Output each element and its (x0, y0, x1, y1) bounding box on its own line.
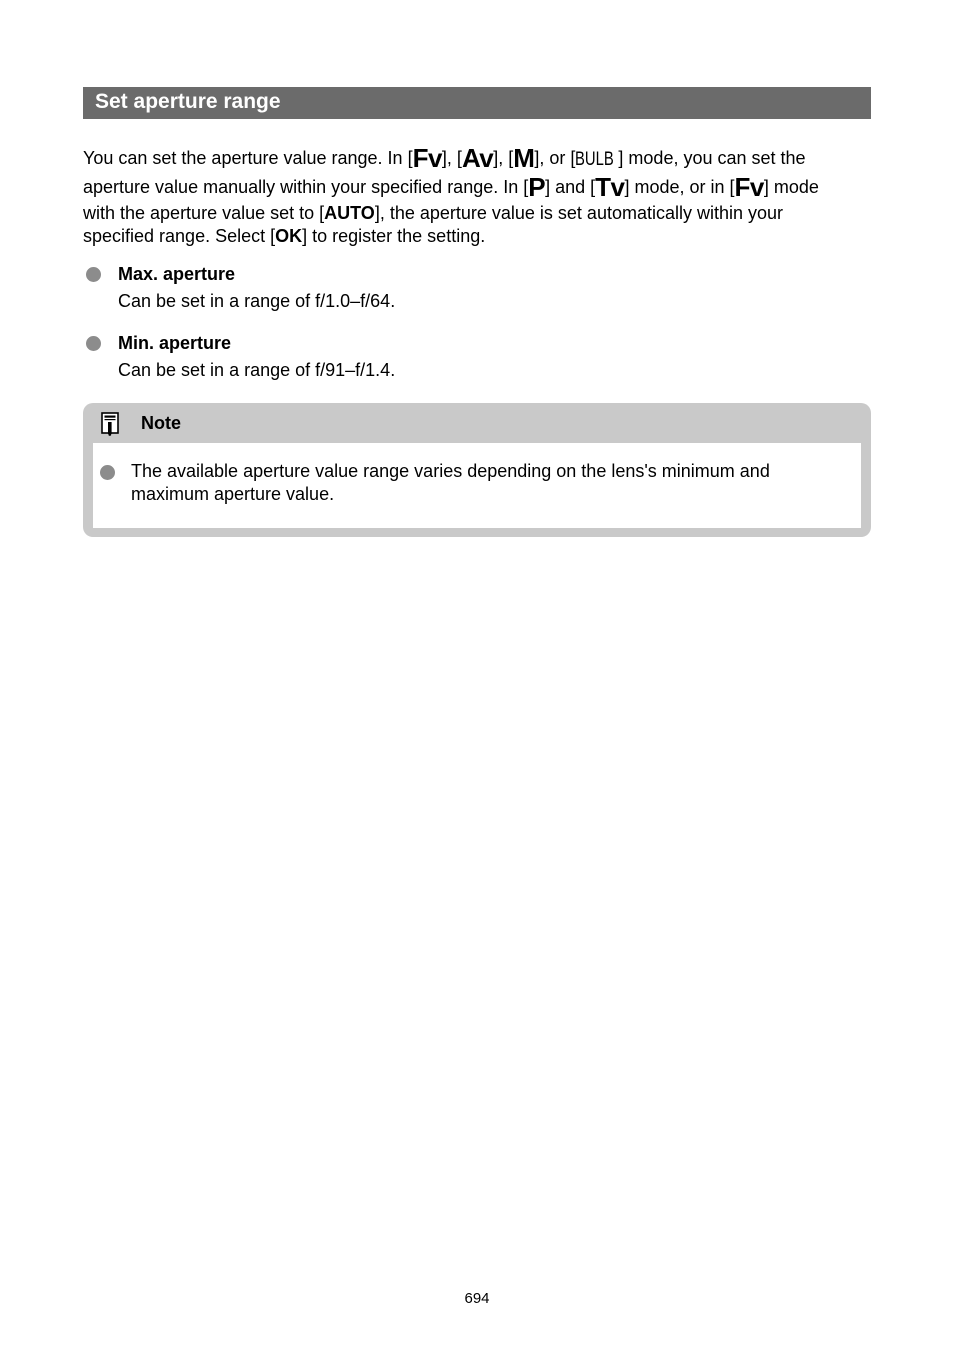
bullet-dot-icon (86, 336, 101, 351)
ok-button-label: OK (275, 226, 303, 246)
bullet-dot-icon (86, 267, 101, 282)
mode-p-icon: P (528, 172, 546, 202)
note-text: The available aperture value range varies depending on the lens's minimum and maximum aperture value. (131, 461, 770, 504)
item-description: Can be set in a range of f/1.0–f/64. (118, 291, 396, 311)
note-title: Note (141, 413, 181, 433)
mode-tv-icon: Tv (595, 172, 625, 202)
mode-bulb-icon: BULB (575, 149, 615, 170)
intro-line-3: with the aperture value set to [AUTO], the aperture value is set automatically within your (83, 203, 784, 223)
intro-line-2: aperture value manually within your specified range. In [P] and [Tv] mode, or in [Fv] mode (83, 172, 819, 202)
intro-line-4: specified range. Select [OK] to register the setting. (83, 226, 486, 246)
mode-av-icon: Av (461, 143, 494, 173)
note-content (93, 443, 861, 528)
item-description: Can be set in a range of f/91–f/1.4. (118, 360, 396, 380)
mode-m-icon: M (513, 143, 535, 173)
bullet-dot-icon (100, 465, 115, 480)
item-title: Max. aperture (118, 264, 236, 284)
auto-setting: AUTO (324, 203, 375, 223)
section-title: Set aperture range (83, 87, 871, 119)
note-box (83, 403, 871, 537)
intro-line-1: You can set the aperture value range. In [Fv], [Av], [M], or [BULB ] mode, you can set the (83, 143, 806, 173)
item-title: Min. aperture (118, 333, 232, 353)
page-number: 694 (464, 1290, 490, 1307)
mode-fv-icon: Fv (412, 143, 442, 173)
mode-fv-icon: Fv (734, 172, 764, 202)
note-icon (99, 412, 121, 436)
intro-paragraph (83, 143, 883, 248)
